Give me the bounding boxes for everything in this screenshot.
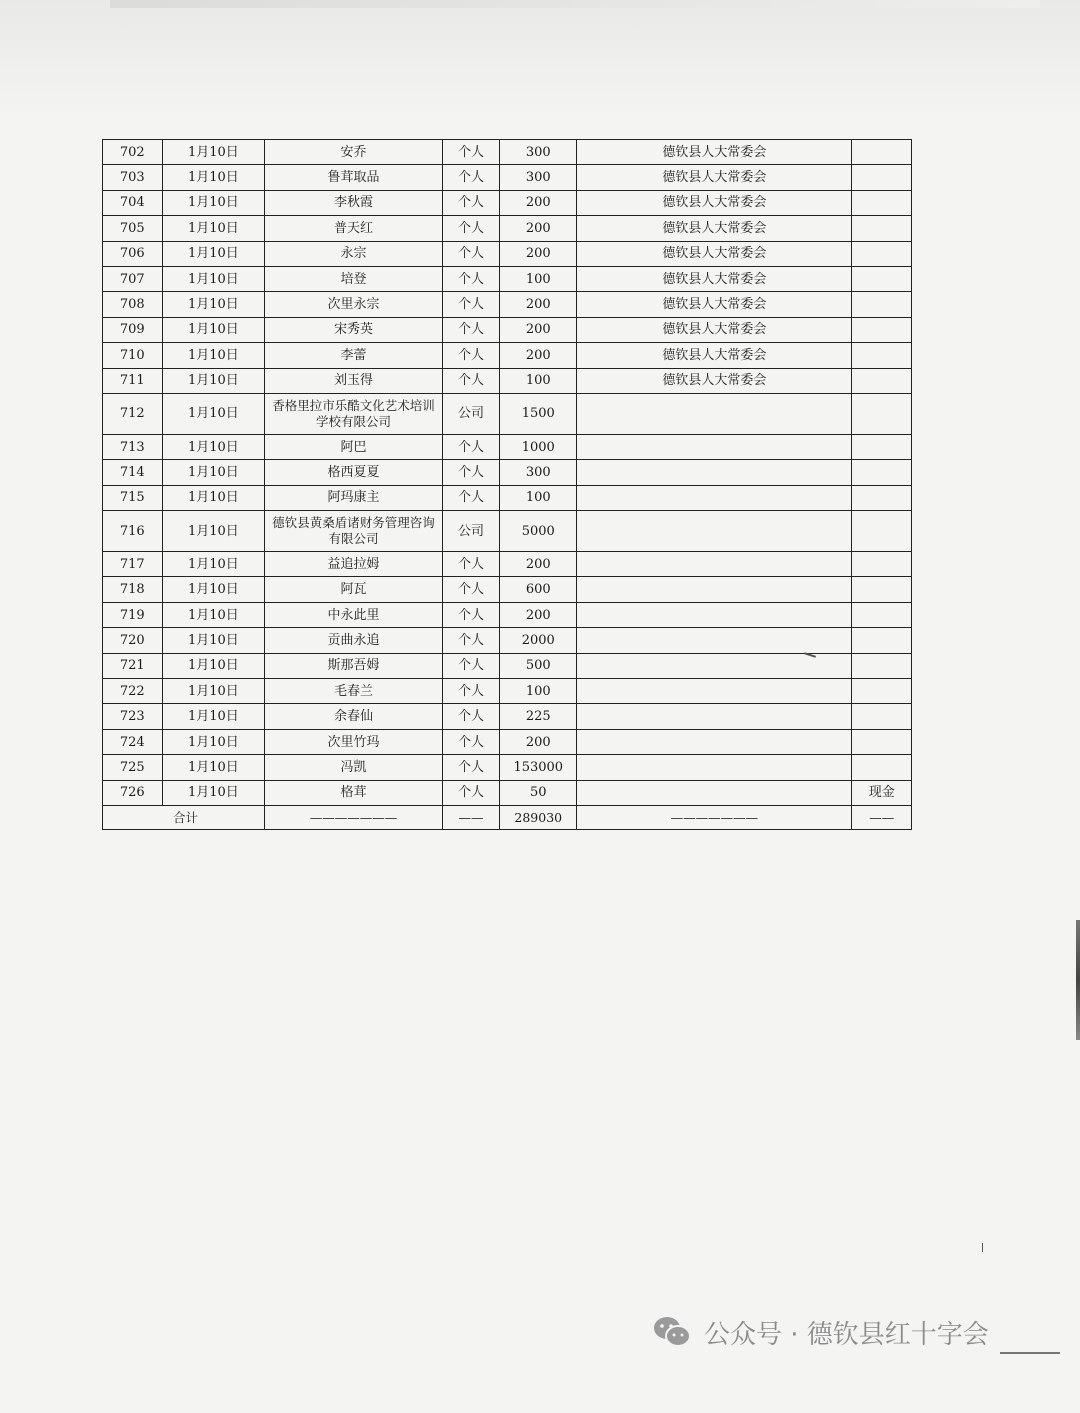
table-row (103, 653, 912, 678)
cell-type: 个人 (442, 368, 499, 393)
cell-type: 个人 (442, 434, 499, 459)
cell-note (852, 653, 912, 678)
cell-no: 706 (103, 241, 163, 266)
table-row (103, 628, 912, 653)
cell-note (852, 190, 912, 215)
cell-name: 安乔 (265, 140, 443, 165)
cell-name: 贡曲永追 (265, 628, 443, 653)
cell-date: 1月10日 (162, 729, 265, 754)
total-amount: 289030 (500, 805, 577, 829)
cell-no: 722 (103, 679, 163, 704)
cell-recipient: 德钦县人大常委会 (577, 140, 852, 165)
cell-amount: 100 (500, 679, 577, 704)
cell-no: 725 (103, 755, 163, 780)
cell-note (852, 628, 912, 653)
cell-date: 1月10日 (162, 393, 265, 434)
cell-date: 1月10日 (162, 292, 265, 317)
previous-page-edge (110, 0, 1040, 8)
cell-no: 723 (103, 704, 163, 729)
scan-shadow (0, 0, 1080, 120)
cell-type: 个人 (442, 460, 499, 485)
cell-date: 1月10日 (162, 780, 265, 805)
donation-table-body (103, 140, 912, 806)
cell-name: 中永此里 (265, 602, 443, 627)
cell-name: 李秋霞 (265, 190, 443, 215)
cell-no: 720 (103, 628, 163, 653)
scan-edge (1076, 920, 1080, 1040)
table-row (103, 434, 912, 459)
cell-name: 培登 (265, 266, 443, 291)
cell-name: 次里竹玛 (265, 729, 443, 754)
cell-recipient (577, 393, 852, 434)
cell-date: 1月10日 (162, 704, 265, 729)
table-row (103, 140, 912, 165)
cell-amount: 300 (500, 165, 577, 190)
total-recipient-dash: ——————— (577, 805, 852, 829)
cell-date: 1月10日 (162, 190, 265, 215)
cell-recipient (577, 460, 852, 485)
total-type-dash: —— (442, 805, 499, 829)
table-row (103, 755, 912, 780)
cell-recipient: 德钦县人大常委会 (577, 241, 852, 266)
cell-type: 个人 (442, 552, 499, 577)
cell-note (852, 317, 912, 342)
cell-type: 个人 (442, 140, 499, 165)
table-row (103, 552, 912, 577)
cell-recipient (577, 577, 852, 602)
cell-no: 712 (103, 393, 163, 434)
cell-date: 1月10日 (162, 679, 265, 704)
cell-note (852, 140, 912, 165)
cell-type: 个人 (442, 292, 499, 317)
table-row (103, 679, 912, 704)
cell-amount: 200 (500, 343, 577, 368)
cell-name: 李蕾 (265, 343, 443, 368)
cell-type: 个人 (442, 190, 499, 215)
table-row (103, 704, 912, 729)
cell-type: 个人 (442, 317, 499, 342)
cell-no: 713 (103, 434, 163, 459)
cell-amount: 153000 (500, 755, 577, 780)
table-row (103, 368, 912, 393)
cell-no: 724 (103, 729, 163, 754)
cell-recipient: 德钦县人大常委会 (577, 216, 852, 241)
cell-note (852, 266, 912, 291)
cell-name: 阿瓦 (265, 577, 443, 602)
cell-name: 斯那吾姆 (265, 653, 443, 678)
cell-no: 704 (103, 190, 163, 215)
cell-note (852, 485, 912, 510)
cell-type: 公司 (442, 511, 499, 552)
cell-name: 宋秀英 (265, 317, 443, 342)
watermark-text: 公众号 · 德钦县红十字会 (704, 1319, 989, 1350)
cell-name: 德钦县黄桑盾诸财务管理咨询有限公司 (265, 511, 443, 552)
cell-no: 702 (103, 140, 163, 165)
cell-date: 1月10日 (162, 485, 265, 510)
cell-note (852, 165, 912, 190)
cell-recipient (577, 679, 852, 704)
cell-note (852, 577, 912, 602)
cell-date: 1月10日 (162, 266, 265, 291)
cell-no: 719 (103, 602, 163, 627)
table-row (103, 511, 912, 552)
cell-note (852, 602, 912, 627)
cell-date: 1月10日 (162, 755, 265, 780)
cell-amount: 100 (500, 266, 577, 291)
cell-type: 个人 (442, 485, 499, 510)
cell-recipient: 德钦县人大常委会 (577, 165, 852, 190)
cell-recipient (577, 729, 852, 754)
watermark (652, 1312, 989, 1352)
cell-recipient (577, 602, 852, 627)
cell-note (852, 368, 912, 393)
cell-note (852, 755, 912, 780)
cell-no: 708 (103, 292, 163, 317)
table-row (103, 317, 912, 342)
cell-no: 726 (103, 780, 163, 805)
table-row (103, 460, 912, 485)
cell-amount: 200 (500, 292, 577, 317)
cell-type: 个人 (442, 241, 499, 266)
cell-name: 余春仙 (265, 704, 443, 729)
cell-amount: 200 (500, 216, 577, 241)
table-row (103, 729, 912, 754)
cell-date: 1月10日 (162, 140, 265, 165)
cell-recipient (577, 780, 852, 805)
cell-amount: 300 (500, 460, 577, 485)
cell-no: 721 (103, 653, 163, 678)
cell-type: 个人 (442, 780, 499, 805)
cell-no: 703 (103, 165, 163, 190)
cell-type: 个人 (442, 704, 499, 729)
wechat-icon (652, 1315, 692, 1349)
cell-amount: 1000 (500, 434, 577, 459)
cell-note: 现金 (852, 780, 912, 805)
cell-amount: 200 (500, 729, 577, 754)
table-row (103, 216, 912, 241)
cell-no: 709 (103, 317, 163, 342)
cell-note (852, 241, 912, 266)
cell-amount: 600 (500, 577, 577, 602)
cell-no: 716 (103, 511, 163, 552)
cell-recipient (577, 704, 852, 729)
total-label: 合计 (103, 805, 265, 829)
cell-note (852, 679, 912, 704)
cell-type: 个人 (442, 653, 499, 678)
table-row (103, 165, 912, 190)
cell-name: 次里永宗 (265, 292, 443, 317)
cell-type: 个人 (442, 755, 499, 780)
cell-amount: 300 (500, 140, 577, 165)
cell-amount: 200 (500, 241, 577, 266)
cell-amount: 100 (500, 368, 577, 393)
cell-recipient: 德钦县人大常委会 (577, 368, 852, 393)
cell-note (852, 393, 912, 434)
cell-name: 毛春兰 (265, 679, 443, 704)
cell-name: 阿玛康主 (265, 485, 443, 510)
cell-recipient (577, 653, 852, 678)
cell-note (852, 511, 912, 552)
cell-recipient: 德钦县人大常委会 (577, 292, 852, 317)
cell-no: 715 (103, 485, 163, 510)
cell-type: 个人 (442, 343, 499, 368)
cell-name: 普天红 (265, 216, 443, 241)
total-row (103, 805, 912, 829)
cell-date: 1月10日 (162, 317, 265, 342)
margin-tick (982, 1243, 983, 1252)
cell-note (852, 460, 912, 485)
cell-type: 个人 (442, 266, 499, 291)
table-row (103, 190, 912, 215)
cell-date: 1月10日 (162, 241, 265, 266)
cell-date: 1月10日 (162, 511, 265, 552)
cell-amount: 5000 (500, 511, 577, 552)
cell-note (852, 216, 912, 241)
cell-date: 1月10日 (162, 434, 265, 459)
cell-no: 718 (103, 577, 163, 602)
cell-recipient: 德钦县人大常委会 (577, 190, 852, 215)
table-row (103, 393, 912, 434)
total-name-dash: ——————— (265, 805, 443, 829)
table-row (103, 485, 912, 510)
cell-date: 1月10日 (162, 653, 265, 678)
cell-note (852, 704, 912, 729)
cell-name: 格茸 (265, 780, 443, 805)
cell-amount: 50 (500, 780, 577, 805)
cell-type: 个人 (442, 165, 499, 190)
cell-note (852, 434, 912, 459)
cell-no: 705 (103, 216, 163, 241)
cell-amount: 200 (500, 602, 577, 627)
cell-name: 永宗 (265, 241, 443, 266)
cell-type: 公司 (442, 393, 499, 434)
cell-date: 1月10日 (162, 602, 265, 627)
cell-date: 1月10日 (162, 216, 265, 241)
total-note-dash: —— (852, 805, 912, 829)
cell-amount: 200 (500, 317, 577, 342)
table-row (103, 241, 912, 266)
cell-no: 710 (103, 343, 163, 368)
table-row (103, 577, 912, 602)
cell-amount: 225 (500, 704, 577, 729)
cell-name: 香格里拉市乐酷文化艺术培训学校有限公司 (265, 393, 443, 434)
cell-recipient (577, 511, 852, 552)
cell-recipient (577, 755, 852, 780)
cell-amount: 1500 (500, 393, 577, 434)
cell-note (852, 292, 912, 317)
cell-date: 1月10日 (162, 460, 265, 485)
cell-date: 1月10日 (162, 577, 265, 602)
cell-name: 冯凯 (265, 755, 443, 780)
cell-no: 717 (103, 552, 163, 577)
table-row (103, 602, 912, 627)
table-row (103, 343, 912, 368)
cell-note (852, 343, 912, 368)
cell-recipient: 德钦县人大常委会 (577, 343, 852, 368)
cell-name: 益追拉姆 (265, 552, 443, 577)
cell-type: 个人 (442, 628, 499, 653)
cell-name: 鲁茸取品 (265, 165, 443, 190)
donation-table (102, 139, 912, 830)
cell-recipient (577, 434, 852, 459)
cell-name: 格西夏夏 (265, 460, 443, 485)
cell-date: 1月10日 (162, 368, 265, 393)
cell-date: 1月10日 (162, 628, 265, 653)
cell-recipient (577, 485, 852, 510)
table-row (103, 780, 912, 805)
cell-amount: 500 (500, 653, 577, 678)
cell-note (852, 552, 912, 577)
table-row (103, 292, 912, 317)
cell-name: 刘玉得 (265, 368, 443, 393)
cell-date: 1月10日 (162, 552, 265, 577)
cell-amount: 200 (500, 190, 577, 215)
cell-type: 个人 (442, 679, 499, 704)
cell-recipient: 德钦县人大常委会 (577, 266, 852, 291)
cell-no: 707 (103, 266, 163, 291)
cell-date: 1月10日 (162, 343, 265, 368)
corner-line (1000, 1352, 1060, 1354)
cell-amount: 100 (500, 485, 577, 510)
cell-amount: 2000 (500, 628, 577, 653)
cell-recipient (577, 628, 852, 653)
cell-type: 个人 (442, 602, 499, 627)
cell-amount: 200 (500, 552, 577, 577)
cell-type: 个人 (442, 729, 499, 754)
cell-recipient: 德钦县人大常委会 (577, 317, 852, 342)
cell-no: 711 (103, 368, 163, 393)
cell-type: 个人 (442, 577, 499, 602)
cell-type: 个人 (442, 216, 499, 241)
cell-note (852, 729, 912, 754)
cell-date: 1月10日 (162, 165, 265, 190)
table-row (103, 266, 912, 291)
cell-no: 714 (103, 460, 163, 485)
cell-name: 阿巴 (265, 434, 443, 459)
cell-recipient (577, 552, 852, 577)
